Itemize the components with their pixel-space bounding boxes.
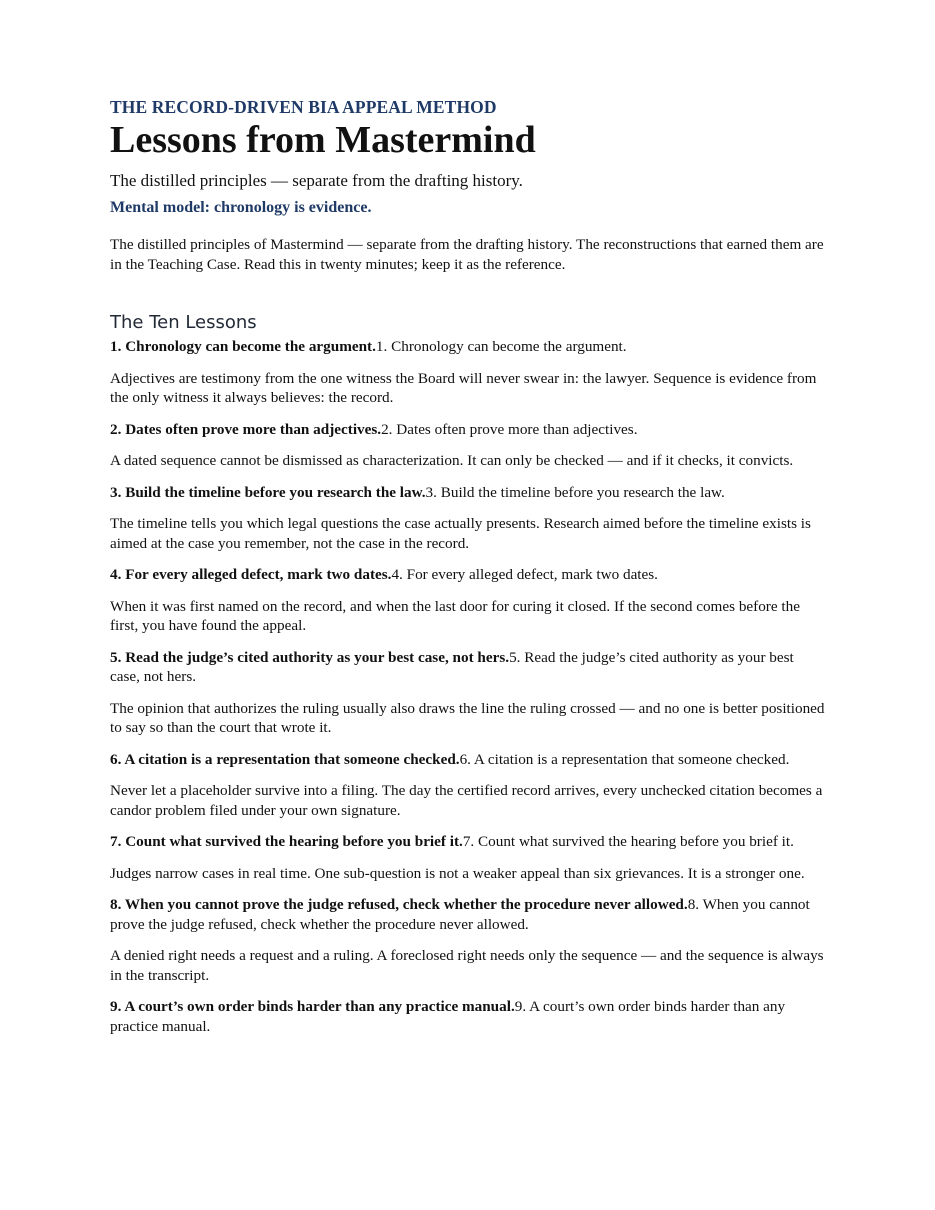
lesson-9 (110, 997, 825, 1036)
lesson-heading (110, 337, 825, 357)
lesson-7 (110, 832, 825, 883)
lesson-heading (110, 895, 825, 934)
lesson-bold-title: 9. A court’s own order binds harder than any practice manual. (110, 998, 515, 1015)
lesson-bold-title: 5. Read the judge’s cited authority as your best case, not hers. (110, 648, 510, 666)
lesson-6 (110, 750, 825, 821)
lesson-body: A denied right needs a request and a ruling. A foreclosed right needs only the sequence — and the sequence is always in the transcript. (110, 947, 824, 984)
lesson-body: The opinion that authorizes the ruling usually also draws the line the ruling crossed — and no one is better positioned to say so than the court that wrote it. (110, 699, 825, 736)
lesson-body: Judges narrow cases in real time. One sub-question is not a weaker appeal than six grievances. It is a stronger one. (110, 864, 805, 882)
lesson-8 (110, 895, 825, 985)
lesson-heading (110, 648, 825, 687)
lesson-plain-title: 5. Read the judge’s cited authority as your best case, not hers. (110, 648, 794, 685)
lesson-heading (110, 420, 825, 440)
lesson-plain-title: 9. A court’s own order binds harder than any practice manual. (110, 998, 786, 1035)
lesson-2 (110, 420, 825, 471)
lesson-1 (110, 337, 825, 408)
lesson-plain-title: 4. For every alleged defect, mark two dates. (391, 566, 658, 583)
lesson-plain-title: 6. A citation is a representation that someone checked. (459, 750, 790, 768)
lesson-body: A dated sequence cannot be dismissed as characterization. It can only be checked — and if it checks, it convicts. (110, 452, 794, 469)
series-kicker: THE RECORD-DRIVEN BIA APPEAL METHOD (110, 97, 497, 117)
lesson-bold-title: 1. Chronology can become the argument. (110, 338, 376, 355)
lesson-plain-title: 3. Build the timeline before you research the law. (425, 483, 725, 501)
lesson-3 (110, 483, 825, 554)
lesson-plain-title: 7. Count what survived the hearing before you brief it. (462, 833, 794, 850)
lesson-heading (110, 565, 825, 585)
lesson-body: The timeline tells you which legal questions the case actually presents. Research aimed before the timeline exists is aimed at the case you remember, not the case in the record. (110, 515, 811, 552)
lesson-heading (110, 832, 825, 852)
lesson-heading (110, 750, 825, 770)
page-subtitle: The distilled principles — separate from the drafting history. (110, 171, 523, 190)
section-heading: The Ten Lessons (110, 312, 257, 333)
lesson-bold-title: 4. For every alleged defect, mark two dates. (110, 566, 392, 583)
lesson-4 (110, 565, 825, 636)
lesson-body: When it was first named on the record, and when the last door for curing it closed. If the second comes before the first, you have found the appeal. (110, 597, 800, 634)
lesson-bold-title: 7. Count what survived the hearing before you brief it. (110, 833, 463, 850)
lesson-plain-title: 8. When you cannot prove the judge refused, check whether the procedure never allowed. (110, 896, 810, 933)
lesson-bold-title: 3. Build the timeline before you research the law. (110, 483, 426, 501)
lesson-heading (110, 483, 825, 503)
document-content (110, 96, 825, 1048)
intro-paragraph: The distilled principles of Mastermind — separate from the drafting history. The reconstructions that earned them are in the Teaching Case. Read this in twenty minutes; keep it as the reference. (110, 236, 824, 273)
lesson-5 (110, 648, 825, 738)
lesson-bold-title: 6. A citation is a representation that someone checked. (110, 750, 460, 768)
lesson-body: Adjectives are testimony from the one witness the Board will never swear in: the lawyer. Sequence is evidence from the only witness it always believes: the record. (110, 369, 817, 406)
lesson-bold-title: 8. When you cannot prove the judge refused, check whether the procedure never allowed. (110, 896, 688, 913)
page-title: Lessons from Mastermind (110, 119, 536, 161)
lesson-bold-title: 2. Dates often prove more than adjectives. (110, 420, 382, 438)
lesson-body: Never let a placeholder survive into a filing. The day the certified record arrives, every unchecked citation becomes a candor problem filed under your own signature. (110, 782, 823, 819)
lesson-plain-title: 2. Dates often prove more than adjectives. (381, 420, 638, 438)
lesson-plain-title: 1. Chronology can become the argument. (375, 338, 627, 355)
mental-model: Mental model: chronology is evidence. (110, 199, 372, 216)
lesson-heading (110, 997, 825, 1036)
